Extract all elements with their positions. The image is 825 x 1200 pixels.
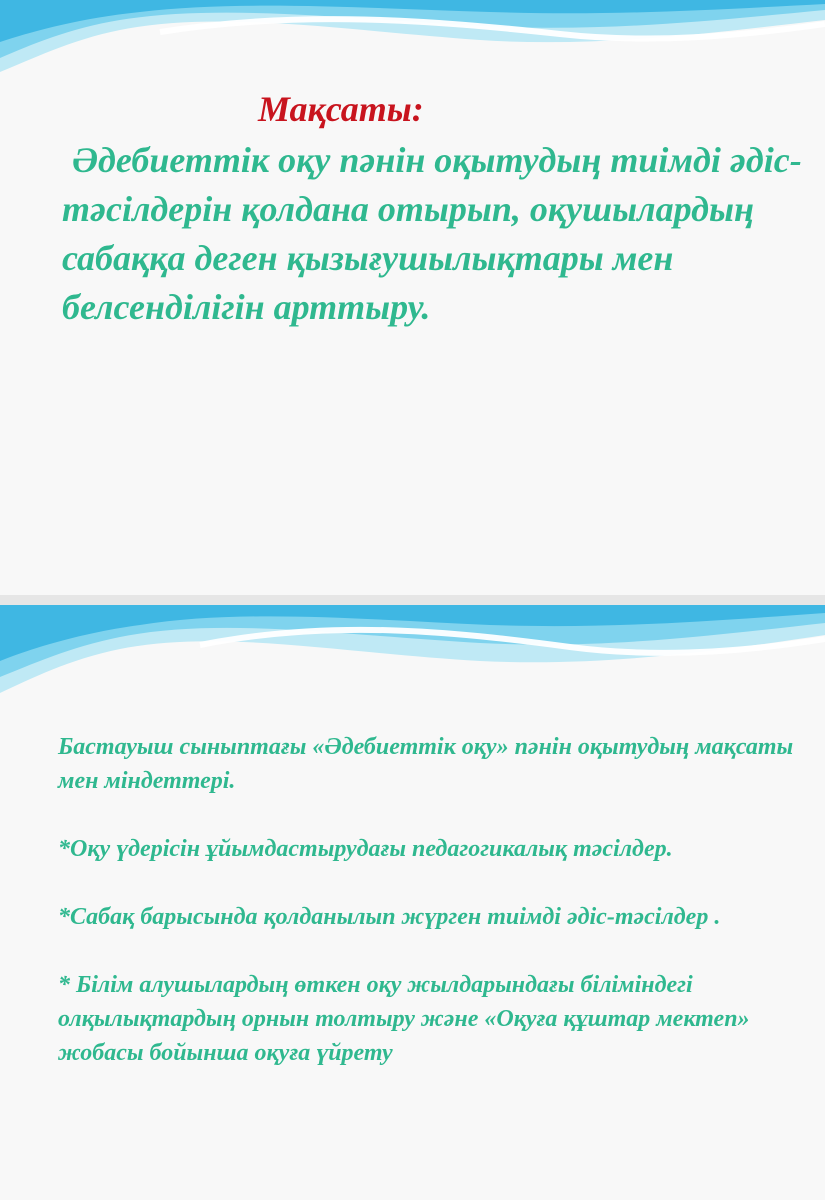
goal-text: Әдебиеттік оқу пәнін оқытудың тиімді әдіс-тәсілдерін қолдана отырып, оқушылардың сабаққа деген қызығушылықтары мен белсенділігін арттыру. [62, 140, 802, 327]
slide-2 [0, 605, 825, 1200]
list-item: * Білім алушылардың өткен оқу жылдарындағы біліміндегі олқылықтардың орнын толтыру және «Оқуға құштар мектеп» жобасы бойынша оқуға үйрету [58, 972, 750, 1066]
slide-title: Мақсаты: [258, 89, 424, 129]
list-item: *Сабақ барысында қолданылып жүрген тиімді әдіс-тәсілдер . [58, 904, 721, 930]
slide-2-heading: Бастауыш сыныптағы «Әдебиеттік оқу» пәнін оқытудың мақсаты мен міндеттері. [58, 734, 794, 794]
list-item: *Оқу үдерісін ұйымдастырудағы педагогикалық тәсілдер. [58, 836, 673, 862]
slide-1 [0, 0, 825, 595]
wave-decoration [0, 605, 825, 715]
slide-2-content [58, 730, 803, 1104]
